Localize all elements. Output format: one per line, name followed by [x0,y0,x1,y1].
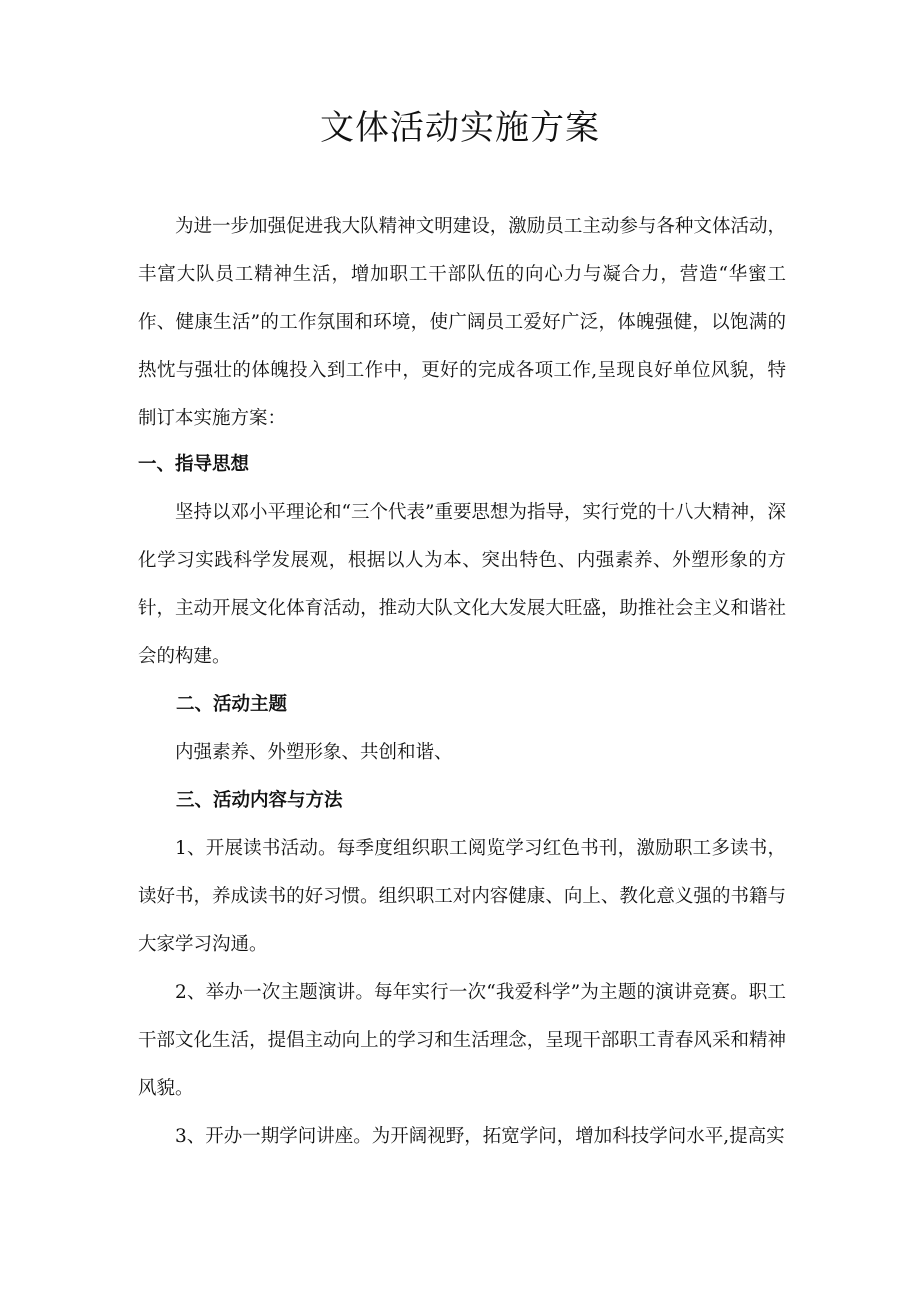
activity-item-lecture: 3、开办一期学问讲座。为开阔视野，拓宽学问，增加科技学问水平,提高实 [175,1126,785,1147]
section-heading-activity-theme: 二、活动主题 [176,694,288,715]
activity-item-reading: 1、开展读书活动。每季度组织职工阅览学习红色书刊，激励职工多读书，读好书，养成读书的好习惯。组织职工对内容健康、向上、教化意义强的书籍与大家学习沟通。 [138,838,786,955]
activity-item-speech: 2、举办一次主题演讲。每年实行一次“我爱科学”为主题的演讲竞赛。职工干部文化生活，提倡主动向上的学习和生活理念，呈现干部职工青春风采和精神风貌。 [138,982,786,1099]
section-heading-guiding-ideology: 一、指导思想 [138,454,250,475]
intro-paragraph: 为进一步加强促进我大队精神文明建设，激励员工主动参与各种文体活动，丰富大队员工精神生活，增加职工干部队伍的向心力与凝合力，营造“华蜜工作、健康生活”的工作氛围和环境，使广阔员工爱好广泛，体魄强健，以饱满的热忱与强壮的体魄投入到工作中，更好的完成各项工作,呈现良好单位风貌，特制订本实施方案： [138,216,786,429]
section-heading-activity-content: 三、活动内容与方法 [176,790,343,811]
document-title: 文体活动实施方案 [320,108,600,148]
activity-theme-paragraph: 内强素养、外塑形象、共创和谐、 [175,742,453,763]
guiding-ideology-paragraph: 坚持以邓小平理论和“三个代表”重要思想为指导，实行党的十八大精神，深化学习实践科学发展观，根据以人为本、突出特色、内强素养、外塑形象的方针，主动开展文化体育活动，推动大队文化大发展大旺盛，助推社会主义和谐社会的构建。 [138,502,786,667]
